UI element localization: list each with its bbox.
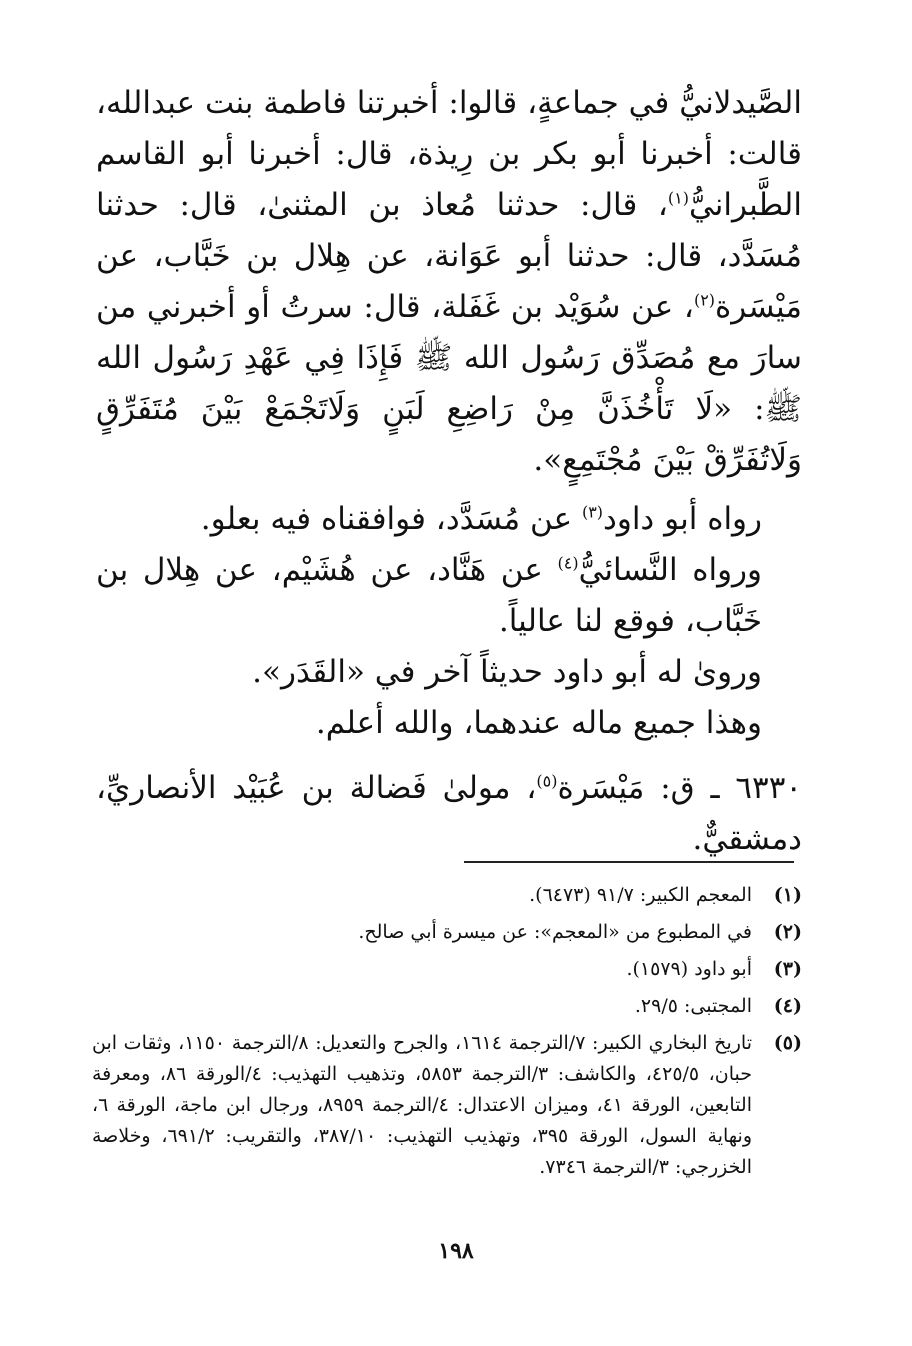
narration-nasai xyxy=(96,545,802,647)
narration-abu-dawud-b: عن مُسَدَّد، فوافقناه فيه بعلو. xyxy=(200,501,582,537)
footnote-ref-5: (٥) xyxy=(536,771,558,791)
narration-nasai-a: ورواه النَّسائيُّ xyxy=(578,552,762,588)
footnote-divider xyxy=(464,861,794,863)
footnote-ref-1: (١) xyxy=(667,188,689,208)
hadith-paragraph xyxy=(96,78,802,486)
footnote-text: تاريخ البخاري الكبير: ٧/الترجمة ١٦١٤، والجرح والتعديل: ٨/الترجمة ١١٥٠، وثقات ابن حبان، ٤٢٥/٥، والكاشف: ٣/الترجمة ٥٨٥٣، وتذهيب التهذيب: ٤/الورقة ٨٦، ومعرفة التابعين، الورقة ٤١، وميزان الاعتدال: ٤/الترجمة ٨٩٥٩، ورجال ابن ماجة، الورقة ٦، ونهاية السول، الورقة ٣٩٥، وتهذيب التهذيب: ٣٨٧/١٠، والتقريب: ٦٩١/٢، وخلاصة الخزرجي: ٣/الترجمة ٧٣٤٦. xyxy=(92,1032,752,1178)
biography-entry xyxy=(96,763,802,865)
footnote-ref-3: (٣) xyxy=(581,502,604,522)
footnote-ref-4: (٤) xyxy=(557,553,579,573)
footnote-item xyxy=(92,917,802,948)
footnote-text: المجتبى: ٢٩/٥. xyxy=(634,995,752,1017)
footnotes xyxy=(92,880,802,1189)
footnote-text: المعجم الكبير: ٩١/٧ (٦٤٧٣). xyxy=(529,884,752,906)
narration-abu-dawud xyxy=(96,494,802,545)
narration-qadar: وروىٰ له أبو داود حديثاً آخر في «القَدَر». xyxy=(252,654,762,690)
hadith-text-part1: الصَّيدلانيُّ في جماعةٍ، قالوا: أخبرتنا فاطمة بنت عبدالله، قالت: أخبرنا أبو بكر بن رِيذة، قال: أخبرنا أبو القاسم الطَّبرانيُّ xyxy=(96,85,803,223)
biography-entry-b: ، مولىٰ فَضالة بن عُبَيْد الأنصاريِّ، دمشقيٌّ. xyxy=(96,770,802,857)
hadith-text-part2: ، قال: حدثنا مُعاذ بن المثنىٰ، قال: حدثنا مُسَدَّد، قال: حدثنا أبو عَوَانة، عن هِلال بن خَبَّاب، عن مَيْسَرة xyxy=(96,187,802,325)
main-text xyxy=(96,78,802,865)
footnote-number: (٥) xyxy=(773,1032,802,1054)
footnote-item xyxy=(92,880,802,911)
footnote-text: أبو داود (١٥٧٩). xyxy=(626,958,752,980)
footnote-item xyxy=(92,954,802,985)
biography-entry-a: ٦٣٣٠ ـ ق: مَيْسَرة xyxy=(557,770,802,806)
page-number: ١٩٨ xyxy=(438,1238,474,1264)
footnote-text: في المطبوع من «المعجم»: عن ميسرة أبي صالح. xyxy=(358,921,752,943)
footnote-number: (٤) xyxy=(773,995,802,1017)
footnote-number: (٣) xyxy=(773,958,802,980)
footnote-number: (١) xyxy=(773,884,802,906)
closing-remark: وهذا جميع ماله عندهما، والله أعلم. xyxy=(315,705,762,741)
narration-abu-dawud-a: رواه أبو داود xyxy=(603,501,762,537)
hadith-text-part3: ، عن سُوَيْد بن غَفَلة، قال: سرتُ أو أخبرني من سارَ مع مُصَدِّق رَسُول الله ﷺ فَإِذَا فِي عَهْدِ رَسُول الله ﷺ: «لَا تَأْخُذَنَّ مِنْ رَاضِعِ لَبَنٍ وَلَاتَجْمَعْ بَيْنَ مُتَفَرِّقٍ وَلَاتُفَرِّقْ بَيْنَ مُجْتَمِعٍ». xyxy=(96,289,802,478)
footnote-item xyxy=(92,1028,802,1183)
footnote-ref-2: (٢) xyxy=(693,290,716,310)
footnote-item xyxy=(92,991,802,1022)
narration-nasai-b: عن هَنَّاد، عن هُشَيْم، عن هِلال بن خَبَّاب، فوقع لنا عالياً. xyxy=(96,552,762,639)
footnote-number: (٢) xyxy=(773,921,802,943)
